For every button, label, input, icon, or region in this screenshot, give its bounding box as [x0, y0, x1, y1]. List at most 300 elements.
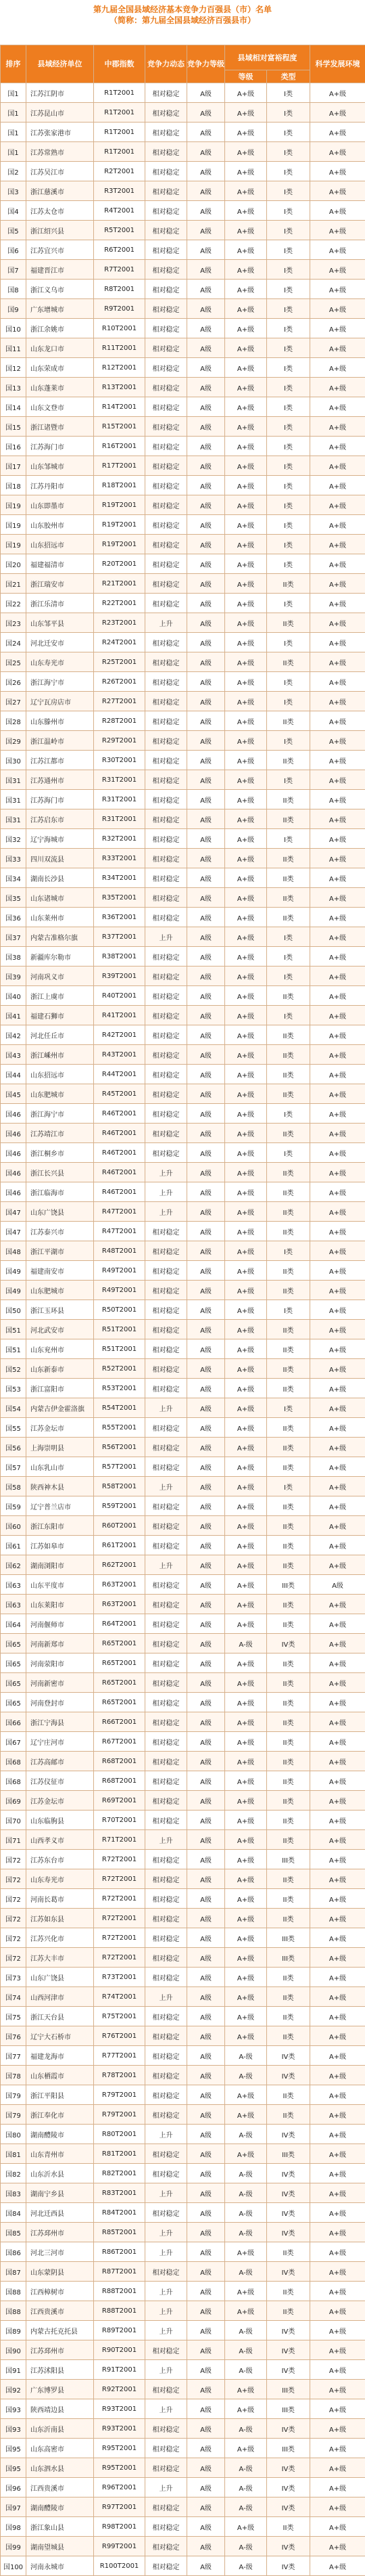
- cell-dynamic: 相对稳定: [145, 201, 187, 221]
- cell-index: R36T2001: [94, 908, 145, 927]
- cell-level: A-级: [225, 2556, 267, 2576]
- cell-sci-env: A+级: [310, 1811, 365, 1830]
- cell-rank: 国95: [1, 2439, 26, 2458]
- cell-grade: A级: [187, 299, 225, 319]
- cell-rank: 国60: [1, 1516, 26, 1536]
- cell-rank: 国9: [1, 299, 26, 319]
- cell-type: II类: [267, 1124, 310, 1143]
- cell-level: A+级: [225, 456, 267, 476]
- cell-index: R72T2001: [94, 1889, 145, 1909]
- table-row: [1, 1143, 365, 1163]
- cell-sci-env: A+级: [310, 142, 365, 162]
- cell-type: II类: [267, 1830, 310, 1850]
- cell-rank: 国97: [1, 2497, 26, 2517]
- cell-rank: 国79: [1, 2085, 26, 2105]
- cell-index: R1T2001: [94, 83, 145, 103]
- cell-type: I类: [267, 535, 310, 554]
- cell-index: R52T2001: [94, 1359, 145, 1379]
- cell-type: II类: [267, 1536, 310, 1555]
- cell-rank: 国31: [1, 809, 26, 829]
- cell-sci-env: A+级: [310, 829, 365, 849]
- cell-rank: 国54: [1, 1398, 26, 1418]
- cell-rank: 国51: [1, 1320, 26, 1339]
- cell-dynamic: 相对稳定: [145, 908, 187, 927]
- cell-type: II类: [267, 574, 310, 594]
- cell-county: 山西河津市: [26, 1987, 94, 2007]
- cell-rank: 国49: [1, 1281, 26, 1300]
- cell-level: A+级: [225, 1771, 267, 1791]
- cell-index: R64T2001: [94, 1614, 145, 1634]
- cell-rank: 国48: [1, 1241, 26, 1261]
- table-row: [1, 1477, 365, 1496]
- cell-index: R100T2001: [94, 2556, 145, 2576]
- cell-grade: A级: [187, 2380, 225, 2399]
- cell-rank: 国1: [1, 142, 26, 162]
- cell-rank: 国61: [1, 1536, 26, 1555]
- table-row: [1, 1379, 365, 1398]
- cell-level: A+级: [225, 1653, 267, 1673]
- cell-index: R72T2001: [94, 1948, 145, 1968]
- cell-index: R88T2001: [94, 2282, 145, 2301]
- cell-county: 辽宁大石桥市: [26, 2026, 94, 2046]
- cell-level: A+级: [225, 1752, 267, 1771]
- cell-index: R80T2001: [94, 2125, 145, 2144]
- cell-level: A+级: [225, 1104, 267, 1124]
- cell-sci-env: A+级: [310, 1869, 365, 1889]
- cell-level: A+级: [225, 1536, 267, 1555]
- cell-grade: A级: [187, 162, 225, 181]
- cell-dynamic: 相对稳定: [145, 967, 187, 986]
- cell-index: R46T2001: [94, 1104, 145, 1124]
- title-area: [0, 0, 365, 45]
- table-row: [1, 103, 365, 123]
- cell-sci-env: A+级: [310, 672, 365, 692]
- cell-dynamic: 相对稳定: [145, 2439, 187, 2458]
- cell-index: R59T2001: [94, 1496, 145, 1516]
- cell-dynamic: 上升: [145, 1477, 187, 1496]
- cell-rank: 国45: [1, 1084, 26, 1104]
- cell-index: R38T2001: [94, 947, 145, 967]
- cell-type: IV类: [267, 2223, 310, 2242]
- cell-index: R58T2001: [94, 1477, 145, 1496]
- cell-level: A+级: [225, 280, 267, 299]
- cell-level: A+级: [225, 1241, 267, 1261]
- cell-type: II类: [267, 1516, 310, 1536]
- cell-index: R96T2001: [94, 2478, 145, 2497]
- cell-level: A+级: [225, 1673, 267, 1693]
- cell-level: A+级: [225, 1359, 267, 1379]
- cell-county: 浙江嵊州市: [26, 1045, 94, 1065]
- cell-sci-env: A+级: [310, 1398, 365, 1418]
- cell-type: II类: [267, 1771, 310, 1791]
- cell-rank: 国25: [1, 652, 26, 672]
- cell-sci-env: A+级: [310, 633, 365, 652]
- cell-dynamic: 相对稳定: [145, 790, 187, 809]
- cell-dynamic: 上升: [145, 927, 187, 947]
- cell-rank: 国65: [1, 1673, 26, 1693]
- cell-type: II类: [267, 1732, 310, 1752]
- cell-level: A+级: [225, 1732, 267, 1752]
- table-row: [1, 2458, 365, 2478]
- cell-county: 浙江绍兴县: [26, 221, 94, 240]
- cell-type: I类: [267, 476, 310, 495]
- cell-index: R46T2001: [94, 1143, 145, 1163]
- cell-rank: 国4: [1, 201, 26, 221]
- cell-sci-env: A+级: [310, 2164, 365, 2183]
- cell-dynamic: 相对稳定: [145, 1006, 187, 1025]
- table-row: [1, 770, 365, 790]
- cell-index: R71T2001: [94, 1830, 145, 1850]
- cell-grade: A级: [187, 319, 225, 338]
- cell-level: A+级: [225, 1987, 267, 2007]
- cell-sci-env: A+级: [310, 1712, 365, 1732]
- cell-dynamic: 相对稳定: [145, 1516, 187, 1536]
- cell-grade: A级: [187, 1653, 225, 1673]
- cell-grade: A级: [187, 2085, 225, 2105]
- cell-grade: A级: [187, 1438, 225, 1457]
- cell-dynamic: 相对稳定: [145, 83, 187, 103]
- cell-county: 江苏兴化市: [26, 1928, 94, 1948]
- cell-type: I类: [267, 181, 310, 201]
- cell-sci-env: A+级: [310, 1909, 365, 1928]
- cell-grade: A级: [187, 1104, 225, 1124]
- cell-county: 山东泗水县: [26, 2458, 94, 2478]
- cell-index: R10T2001: [94, 319, 145, 338]
- cell-level: A+级: [225, 515, 267, 535]
- cell-dynamic: 相对稳定: [145, 2497, 187, 2517]
- cell-type: II类: [267, 1457, 310, 1477]
- table-row: [1, 1928, 365, 1948]
- cell-rank: 国78: [1, 2066, 26, 2085]
- cell-county: 上海崇明县: [26, 1438, 94, 1457]
- cell-index: R20T2001: [94, 554, 145, 574]
- cell-level: A+级: [225, 2517, 267, 2537]
- cell-index: R66T2001: [94, 1712, 145, 1732]
- table-row: [1, 2517, 365, 2537]
- cell-grade: A级: [187, 692, 225, 711]
- table-row: [1, 1222, 365, 1241]
- cell-sci-env: A+级: [310, 1928, 365, 1948]
- cell-county: 内蒙古伊金霍洛旗: [26, 1398, 94, 1418]
- cell-county: 江苏昆山市: [26, 103, 94, 123]
- cell-level: A+级: [225, 1869, 267, 1889]
- cell-grade: A级: [187, 829, 225, 849]
- cell-county: 山东文登市: [26, 397, 94, 417]
- table-row: [1, 1202, 365, 1222]
- cell-county: 山东新泰市: [26, 1359, 94, 1379]
- cell-county: 广东博罗县: [26, 2380, 94, 2399]
- cell-type: I类: [267, 162, 310, 181]
- table-row: [1, 2301, 365, 2321]
- cell-type: I类: [267, 672, 310, 692]
- cell-level: A+级: [225, 1791, 267, 1811]
- cell-level: A+级: [225, 476, 267, 495]
- cell-dynamic: 相对稳定: [145, 397, 187, 417]
- cell-rank: 国86: [1, 2242, 26, 2262]
- cell-level: A+级: [225, 1339, 267, 1359]
- cell-type: III类: [267, 2144, 310, 2164]
- cell-county: 四川双流县: [26, 849, 94, 868]
- cell-grade: A级: [187, 397, 225, 417]
- cell-type: I类: [267, 829, 310, 849]
- table-row: [1, 162, 365, 181]
- table-row: [1, 142, 365, 162]
- cell-dynamic: 相对稳定: [145, 1065, 187, 1084]
- cell-county: 山东沂南县: [26, 2419, 94, 2439]
- page-title: 第九届全国县域经济基本竞争力百强县（市）名单: [0, 4, 365, 15]
- cell-level: A+级: [225, 1830, 267, 1850]
- cell-grade: A级: [187, 2046, 225, 2066]
- cell-index: R6T2001: [94, 240, 145, 260]
- cell-grade: A级: [187, 1634, 225, 1653]
- cell-county: 浙江桐乡市: [26, 1143, 94, 1163]
- cell-county: 辽宁瓦房店市: [26, 692, 94, 711]
- cell-rank: 国72: [1, 1928, 26, 1948]
- cell-grade: A级: [187, 2183, 225, 2203]
- cell-level: A-级: [225, 2125, 267, 2144]
- table-row: [1, 731, 365, 751]
- cell-rank: 国46: [1, 1104, 26, 1124]
- cell-grade: A级: [187, 358, 225, 378]
- cell-dynamic: 相对稳定: [145, 1811, 187, 1830]
- cell-level: A+级: [225, 1025, 267, 1045]
- cell-grade: A级: [187, 2144, 225, 2164]
- cell-sci-env: A+级: [310, 2439, 365, 2458]
- cell-index: R79T2001: [94, 2085, 145, 2105]
- cell-grade: A级: [187, 2262, 225, 2282]
- cell-sci-env: A+级: [310, 1182, 365, 1202]
- cell-rank: 国64: [1, 1614, 26, 1634]
- table-row: [1, 260, 365, 280]
- cell-type: IV类: [267, 2419, 310, 2439]
- cell-county: 浙江海宁市: [26, 672, 94, 692]
- cell-county: 江苏高邮市: [26, 1752, 94, 1771]
- cell-sci-env: A+级: [310, 1653, 365, 1673]
- table-row: [1, 2399, 365, 2419]
- cell-type: IV类: [267, 2478, 310, 2497]
- cell-grade: A级: [187, 613, 225, 633]
- cell-level: A+级: [225, 2399, 267, 2419]
- cell-level: A-级: [225, 2537, 267, 2556]
- cell-sci-env: A+级: [310, 1791, 365, 1811]
- cell-county: 浙江天台县: [26, 2007, 94, 2026]
- cell-type: II类: [267, 1182, 310, 1202]
- cell-dynamic: 相对稳定: [145, 2458, 187, 2478]
- cell-type: II类: [267, 2026, 310, 2046]
- cell-sci-env: A+级: [310, 260, 365, 280]
- cell-rank: 国84: [1, 2203, 26, 2223]
- cell-sci-env: A+级: [310, 83, 365, 103]
- cell-index: R34T2001: [94, 868, 145, 888]
- cell-rank: 国26: [1, 672, 26, 692]
- table-row: [1, 1496, 365, 1516]
- cell-grade: A级: [187, 181, 225, 201]
- cell-sci-env: A+级: [310, 495, 365, 515]
- cell-level: A+级: [225, 358, 267, 378]
- cell-dynamic: 上升: [145, 2321, 187, 2340]
- cell-index: R51T2001: [94, 1320, 145, 1339]
- cell-county: 河南长葛市: [26, 1889, 94, 1909]
- cell-dynamic: 相对稳定: [145, 2340, 187, 2360]
- table-row: [1, 338, 365, 358]
- cell-grade: A级: [187, 221, 225, 240]
- cell-grade: A级: [187, 2242, 225, 2262]
- table-row: [1, 967, 365, 986]
- table-row: [1, 888, 365, 908]
- cell-type: I类: [267, 83, 310, 103]
- cell-grade: A级: [187, 770, 225, 790]
- cell-sci-env: A+级: [310, 613, 365, 633]
- cell-dynamic: 相对稳定: [145, 2203, 187, 2223]
- cell-index: R72T2001: [94, 1909, 145, 1928]
- cell-level: A+级: [225, 1281, 267, 1300]
- cell-county: 山东招远市: [26, 535, 94, 554]
- header-type: 类型: [267, 70, 310, 83]
- cell-dynamic: 相对稳定: [145, 594, 187, 613]
- cell-grade: A级: [187, 849, 225, 868]
- cell-county: 江苏海门市: [26, 790, 94, 809]
- cell-type: II类: [267, 1595, 310, 1614]
- cell-rank: 国12: [1, 358, 26, 378]
- cell-grade: A级: [187, 1398, 225, 1418]
- cell-dynamic: 相对稳定: [145, 1496, 187, 1516]
- cell-index: R15T2001: [94, 417, 145, 437]
- table-row: [1, 495, 365, 515]
- cell-index: R31T2001: [94, 770, 145, 790]
- cell-sci-env: A+级: [310, 378, 365, 397]
- cell-county: 河南巩义市: [26, 967, 94, 986]
- cell-level: A-级: [225, 1634, 267, 1653]
- cell-county: 湖南宁乡县: [26, 2183, 94, 2203]
- cell-type: II类: [267, 2517, 310, 2537]
- cell-sci-env: A+级: [310, 554, 365, 574]
- cell-dynamic: 相对稳定: [145, 751, 187, 770]
- cell-dynamic: 相对稳定: [145, 986, 187, 1006]
- cell-index: R65T2001: [94, 1653, 145, 1673]
- cell-rank: 国31: [1, 790, 26, 809]
- cell-county: 江苏泰兴市: [26, 1222, 94, 1241]
- cell-index: R69T2001: [94, 1791, 145, 1811]
- cell-county: 江西樟树市: [26, 2282, 94, 2301]
- cell-county: 湖南醴陵市: [26, 2497, 94, 2517]
- cell-grade: A级: [187, 1320, 225, 1339]
- cell-level: A+级: [225, 103, 267, 123]
- cell-level: A+级: [225, 1261, 267, 1281]
- cell-grade: A级: [187, 927, 225, 947]
- cell-level: A+级: [225, 633, 267, 652]
- cell-type: II类: [267, 1379, 310, 1398]
- cell-level: A+级: [225, 1516, 267, 1536]
- cell-index: R37T2001: [94, 927, 145, 947]
- cell-rank: 国88: [1, 2282, 26, 2301]
- cell-type: II类: [267, 790, 310, 809]
- cell-rank: 国72: [1, 1948, 26, 1968]
- cell-county: 山东胶州市: [26, 515, 94, 535]
- table-row: [1, 1752, 365, 1771]
- cell-type: II类: [267, 1222, 310, 1241]
- cell-dynamic: 相对稳定: [145, 1281, 187, 1300]
- cell-index: R19T2001: [94, 535, 145, 554]
- cell-index: R41T2001: [94, 1006, 145, 1025]
- table-row: [1, 809, 365, 829]
- cell-county: 福建南安市: [26, 1261, 94, 1281]
- cell-level: A+级: [225, 338, 267, 358]
- cell-level: A+级: [225, 868, 267, 888]
- cell-sci-env: A+级: [310, 2419, 365, 2439]
- cell-grade: A级: [187, 908, 225, 927]
- cell-type: II类: [267, 1281, 310, 1300]
- cell-sci-env: A+级: [310, 1889, 365, 1909]
- cell-grade: A级: [187, 2066, 225, 2085]
- cell-grade: A级: [187, 1379, 225, 1398]
- table-row: [1, 1281, 365, 1300]
- cell-type: IV类: [267, 2125, 310, 2144]
- cell-dynamic: 相对稳定: [145, 1536, 187, 1555]
- cell-sci-env: A+级: [310, 1595, 365, 1614]
- table-row: [1, 692, 365, 711]
- cell-level: A+级: [225, 142, 267, 162]
- cell-rank: 国46: [1, 1143, 26, 1163]
- table-row: [1, 181, 365, 201]
- cell-grade: A级: [187, 1830, 225, 1850]
- cell-index: R25T2001: [94, 652, 145, 672]
- cell-index: R19T2001: [94, 515, 145, 535]
- cell-rank: 国27: [1, 692, 26, 711]
- cell-level: A+级: [225, 83, 267, 103]
- cell-index: R77T2001: [94, 2046, 145, 2066]
- table-row: [1, 1712, 365, 1732]
- cell-grade: A级: [187, 260, 225, 280]
- table-row: [1, 1300, 365, 1320]
- cell-grade: A级: [187, 476, 225, 495]
- cell-county: 山东莱阳市: [26, 1595, 94, 1614]
- cell-index: R61T2001: [94, 1536, 145, 1555]
- cell-sci-env: A+级: [310, 2556, 365, 2576]
- cell-rank: 国55: [1, 1418, 26, 1438]
- cell-grade: A级: [187, 2556, 225, 2576]
- cell-level: A+级: [225, 770, 267, 790]
- cell-type: I类: [267, 280, 310, 299]
- cell-sci-env: A+级: [310, 1006, 365, 1025]
- cell-county: 浙江乐清市: [26, 594, 94, 613]
- cell-dynamic: 相对稳定: [145, 2085, 187, 2105]
- cell-rank: 国89: [1, 2321, 26, 2340]
- cell-rank: 国77: [1, 2046, 26, 2066]
- cell-county: 山东沂水县: [26, 2164, 94, 2183]
- cell-grade: A级: [187, 967, 225, 986]
- cell-grade: A级: [187, 1281, 225, 1300]
- cell-type: I类: [267, 1143, 310, 1163]
- cell-level: A+级: [225, 123, 267, 142]
- table-row: [1, 633, 365, 652]
- cell-level: A+级: [225, 888, 267, 908]
- cell-dynamic: 相对稳定: [145, 338, 187, 358]
- cell-dynamic: 上升: [145, 613, 187, 633]
- table-row: [1, 2203, 365, 2223]
- cell-index: R31T2001: [94, 809, 145, 829]
- table-row: [1, 1693, 365, 1712]
- cell-index: R62T2001: [94, 1555, 145, 1575]
- cell-grade: A级: [187, 554, 225, 574]
- cell-index: R72T2001: [94, 1850, 145, 1869]
- cell-county: 山东栖霞市: [26, 2066, 94, 2085]
- cell-level: A-级: [225, 2164, 267, 2183]
- cell-county: 浙江平湖市: [26, 1241, 94, 1261]
- cell-rank: 国72: [1, 1869, 26, 1889]
- table-row: [1, 1653, 365, 1673]
- cell-grade: A级: [187, 1575, 225, 1595]
- cell-type: III类: [267, 2399, 310, 2419]
